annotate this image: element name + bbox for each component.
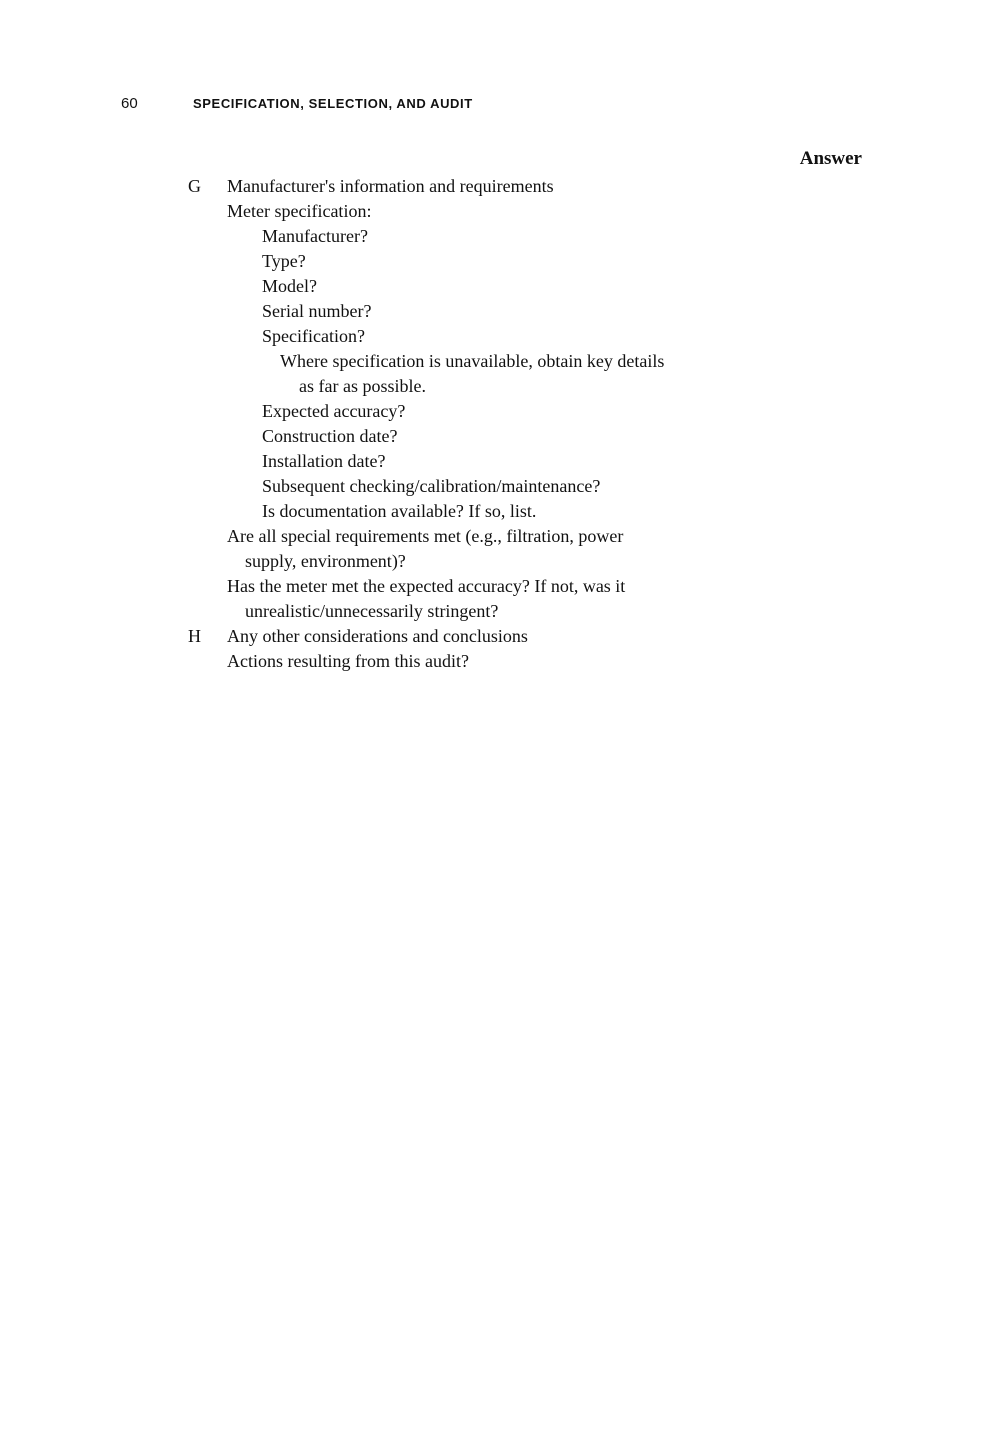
page-number: 60 (121, 95, 138, 112)
specification-note-continued: as far as possible. (299, 376, 426, 396)
checklist-item-model: Model? (262, 276, 317, 296)
accuracy-met-question: Has the meter met the expected accuracy? If not, was it (227, 576, 626, 596)
section-title: Manufacturer's information and requirements (227, 176, 554, 196)
checklist-item-documentation: Is documentation available? If so, list. (262, 501, 537, 521)
accuracy-met-question-continued: unrealistic/unnecessarily stringent? (245, 601, 499, 621)
section-g-heading (0, 174, 1008, 199)
checklist-item-type: Type? (262, 251, 306, 271)
checklist-item-installation-date: Installation date? (262, 451, 386, 471)
checklist-item-construction-date: Construction date? (262, 426, 398, 446)
running-head: SPECIFICATION, SELECTION, AND AUDIT (193, 96, 473, 111)
specification-note: Where specification is unavailable, obtain key details (280, 351, 665, 371)
special-requirements-question: Are all special requirements met (e.g., filtration, power (227, 526, 624, 546)
special-requirements-question-continued: supply, environment)? (245, 551, 406, 571)
audit-actions-question: Actions resulting from this audit? (227, 651, 469, 671)
meter-specification-label: Meter specification: (227, 201, 372, 221)
section-title: Any other considerations and conclusions (227, 626, 528, 646)
checklist-item-manufacturer: Manufacturer? (262, 226, 368, 246)
checklist-item-expected-accuracy: Expected accuracy? (262, 401, 406, 421)
checklist-item-specification: Specification? (262, 326, 365, 346)
page-header (0, 95, 1008, 117)
checklist-item-serial-number: Serial number? (262, 301, 372, 321)
answer-column-heading: Answer (799, 148, 862, 169)
section-letter: G (188, 176, 201, 196)
checklist-item-subsequent-checking: Subsequent checking/calibration/maintenance? (262, 476, 601, 496)
audit-checklist (0, 174, 1008, 674)
section-h-heading (0, 624, 1008, 649)
section-letter: H (188, 626, 201, 646)
